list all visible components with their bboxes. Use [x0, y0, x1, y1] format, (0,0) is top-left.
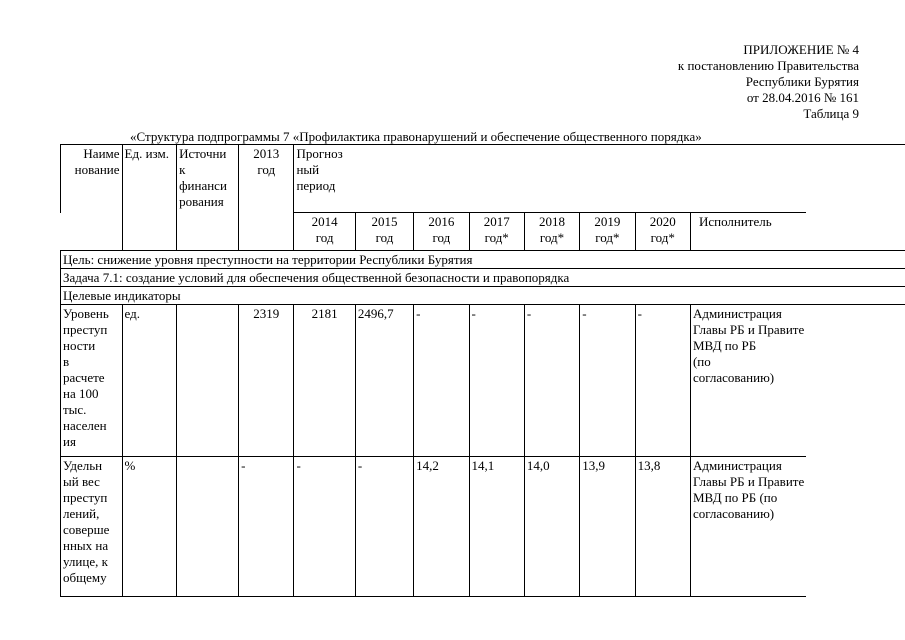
- col-2017-header: 2017 год*: [469, 213, 524, 251]
- header-line-4: от 28.04.2016 № 161: [746, 90, 859, 105]
- row-executor: Администрация Главы РБ и Правите МВД по РБ (по согласованию): [690, 305, 806, 457]
- header-line-3: Республики Бурятия: [745, 74, 859, 89]
- task-row: [61, 269, 905, 287]
- goal-row: [61, 251, 905, 269]
- col-executor-header: Исполнитель: [690, 213, 806, 251]
- col-2015-header: 2015 год: [355, 213, 413, 251]
- col-unit-header: Ед. изм.: [122, 145, 177, 213]
- row-2019: 13,9: [580, 457, 635, 597]
- unit-spacer: [122, 213, 177, 251]
- filler: [806, 457, 905, 597]
- source-spacer: [177, 213, 239, 251]
- row-2018: 14,0: [524, 457, 579, 597]
- filler: [806, 305, 905, 457]
- row-2015: 2496,7: [355, 305, 413, 457]
- row-2016: 14,2: [414, 457, 469, 597]
- row-2013: -: [239, 457, 294, 597]
- document-header: [678, 42, 859, 122]
- row-2014: -: [294, 457, 355, 597]
- row-2019: -: [580, 305, 635, 457]
- table-title: «Структура подпрограммы 7 «Профилактика правонарушений и обеспечение общественного порядка»: [130, 129, 702, 144]
- structure-table: [60, 144, 905, 597]
- header-spacer: [355, 145, 905, 213]
- goal-text: Цель: снижение уровня преступности на территории Республики Бурятия: [61, 251, 905, 269]
- row-source: [177, 305, 239, 457]
- table-row: [61, 457, 905, 597]
- row-unit: %: [122, 457, 177, 597]
- header-line-2: к постановлению Правительства: [677, 58, 859, 73]
- table-row: [61, 305, 905, 457]
- indicators-label: Целевые индикаторы: [61, 287, 905, 305]
- col-2014-header: 2014 год: [294, 213, 355, 251]
- row-name: Уровень преступ ности в расчете на 100 тыс. населен ия: [61, 305, 123, 457]
- row-executor: Администрация Главы РБ и Правите МВД по РБ (по согласованию): [690, 457, 806, 597]
- col-name-header: Наиме нование: [61, 145, 123, 213]
- row-2016: -: [414, 305, 469, 457]
- appendix-label: ПРИЛОЖЕНИЕ № 4: [743, 42, 859, 57]
- row-2020: 13,8: [635, 457, 690, 597]
- filler: [806, 213, 905, 251]
- row-2018: -: [524, 305, 579, 457]
- row-2017: 14,1: [469, 457, 524, 597]
- row-2013: 2319: [239, 305, 294, 457]
- col-2018-header: 2018 год*: [524, 213, 579, 251]
- col-2020-header: 2020 год*: [635, 213, 690, 251]
- col-2019-header: 2019 год*: [580, 213, 635, 251]
- col-2013-header: 2013 год: [239, 145, 294, 251]
- header-row-2: [61, 213, 905, 251]
- row-name: Удельн ый вес преступ лений, соверше нных на улице, к общему: [61, 457, 123, 597]
- col-source-header: Источни к финанси рования: [177, 145, 239, 213]
- table-number: Таблица 9: [803, 106, 859, 121]
- task-text: Задача 7.1: создание условий для обеспечения общественной безопасности и правопорядка: [61, 269, 905, 287]
- header-row-1: [61, 145, 905, 213]
- row-2020: -: [635, 305, 690, 457]
- row-2017: -: [469, 305, 524, 457]
- row-2014: 2181: [294, 305, 355, 457]
- name-spacer: [61, 213, 123, 251]
- col-forecast-header: Прогноз ный период: [294, 145, 355, 213]
- row-unit: ед.: [122, 305, 177, 457]
- indicators-row: [61, 287, 905, 305]
- col-2016-header: 2016 год: [414, 213, 469, 251]
- row-source: [177, 457, 239, 597]
- row-2015: -: [355, 457, 413, 597]
